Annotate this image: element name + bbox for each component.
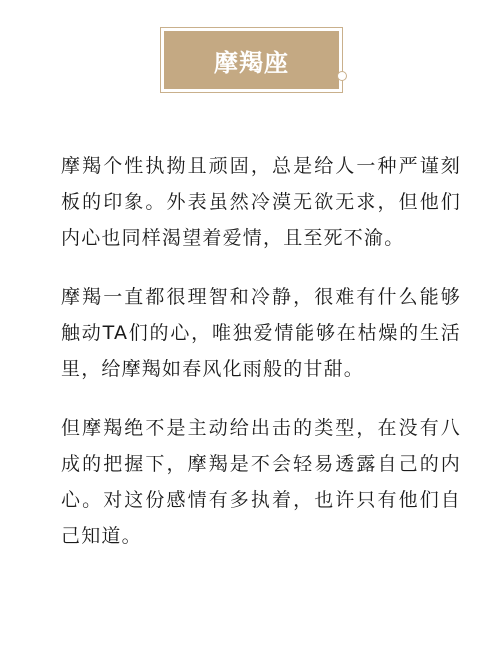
paragraph-1: 摩羯个性执拗且顽固，总是给人一种严谨刻板的印象。外表虽然冷漠无欲无求，但他们内心也同样渴望着爱情，且至死不渝。 [61,155,461,249]
paragraph-3: 但摩羯绝不是主动给出击的类型，在没有八成的把握下，摩羯是不会轻易透露自己的内心。对这份感情有多执着，也许只有他们自己知道。 [61,417,461,547]
paragraph-2: 摩羯一直都很理智和冷静，很难有什么能够触动TA们的心，唯独爱情能够在枯燥的生活里，给摩羯如春风化雨般的甘甜。 [61,286,461,380]
article-body [61,148,461,577]
title-banner [164,31,339,89]
page-title: 摩羯座 [214,48,289,77]
decorative-circle-icon [337,71,347,81]
